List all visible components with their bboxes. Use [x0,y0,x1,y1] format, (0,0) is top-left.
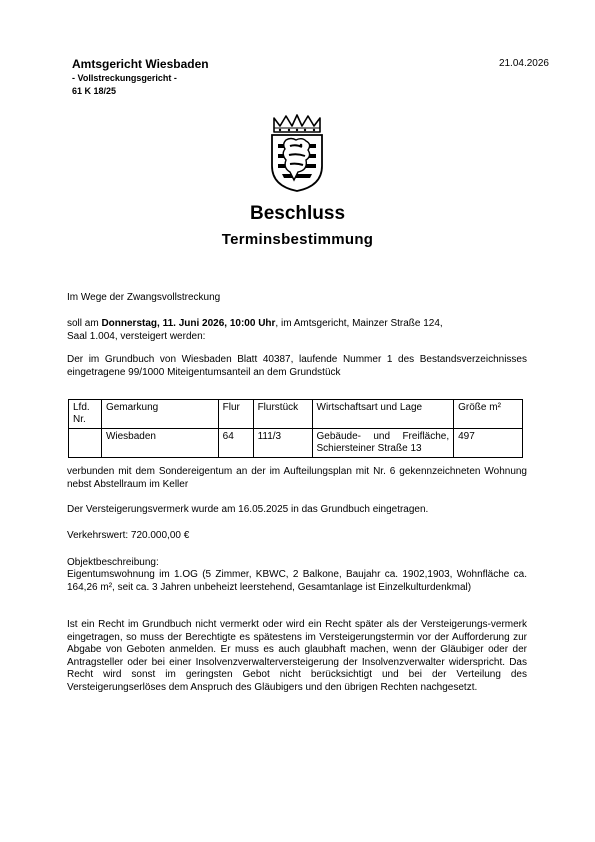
table-cell [69,429,102,458]
auction-note: Der Versteigerungsvermerk wurde am 16.05.2025 in das Grundbuch eingetragen. [67,504,429,515]
object-description: Eigentumswohnung im 1.OG (5 Zimmer, KBWC, 2 Balkone, Baujahr ca. 1902,1903, Wohnfläche ca. 164,26 m², seit ca. 3 Jahren unbeheizt leerstehend, Gesamtanlage ist Einzelkulturdenkmal) [67,569,527,593]
court-name: Amtsgericht Wiesbaden [72,57,209,71]
table-row [69,429,523,458]
property-table [68,399,523,458]
legal-notice: Ist ein Recht im Grundbuch nicht vermerkt oder wird ein Recht später als der Versteigerungs-vermerk eingetragen, so muss der Berechtigte es spätestens im Versteigerungstermin vor der Aufforderung zur Abgabe von Geboten anmelden. Er muss es auch glaubhaft machen, wenn der Gläubiger oder der Antragsteller oder bei einer Insolvenzverwalterversteigerung der Insolvenzverwalter widerspricht. Das Recht wird sonst im geringsten Gebot nicht berücksichtigt und bei der Verteilung des Versteigerungserlöses dem Anspruch des Gläubigers und den übrigen Rechten nachgesetzt. [67,619,527,693]
auction-location-1: , im Amtsgericht, Mainzer Straße 124, [275,318,443,329]
market-value: Verkehrswert: 720.000,00 € [67,530,190,541]
court-department: - Vollstreckungsgericht - [72,73,177,83]
document-subtitle: Terminsbestimmung [221,231,374,248]
auction-paragraph [67,318,527,343]
document-title: Beschluss [249,203,346,224]
auction-location-2: Saal 1.004, versteigert werden: [67,330,206,342]
table-cell: Gebäude- und Freifläche, Schiersteiner Straße 13 [312,429,454,458]
file-number: 61 K 18/25 [72,86,117,96]
table-cell: 497 [454,429,523,458]
table-header: Gemarkung [101,400,218,429]
table-header-row [69,400,523,429]
auction-date-time: Donnerstag, 11. Juni 2026, 10:00 Uhr [101,318,276,329]
intro-text: Im Wege der Zwangsvollstreckung [67,292,221,303]
table-cell: Wiesbaden [101,429,218,458]
object-label: Objektbeschreibung: [67,557,159,568]
table-cell: 111/3 [253,429,312,458]
special-property-text: verbunden mit dem Sondereigentum an der im Aufteilungsplan mit Nr. 6 gekennzeichneten Wohnung nebst Abstellraum im Keller [67,466,527,490]
table-header: Wirtschaftsart und Lage [312,400,454,429]
table-cell: 64 [218,429,253,458]
table-header: Größe m² [454,400,523,429]
auction-prefix: soll am [67,318,102,329]
hessen-coat-of-arms-icon [268,114,326,192]
document-date: 21.04.2026 [498,58,549,69]
property-intro: Der im Grundbuch von Wiesbaden Blatt 40387, laufende Nummer 1 des Bestandsverzeichnisses eingetragene 99/1000 Miteigentumsanteil an dem Grundstück [67,354,527,378]
table-header: Flur [218,400,253,429]
table-header: Lfd. Nr. [69,400,102,429]
table-header: Flurstück [253,400,312,429]
